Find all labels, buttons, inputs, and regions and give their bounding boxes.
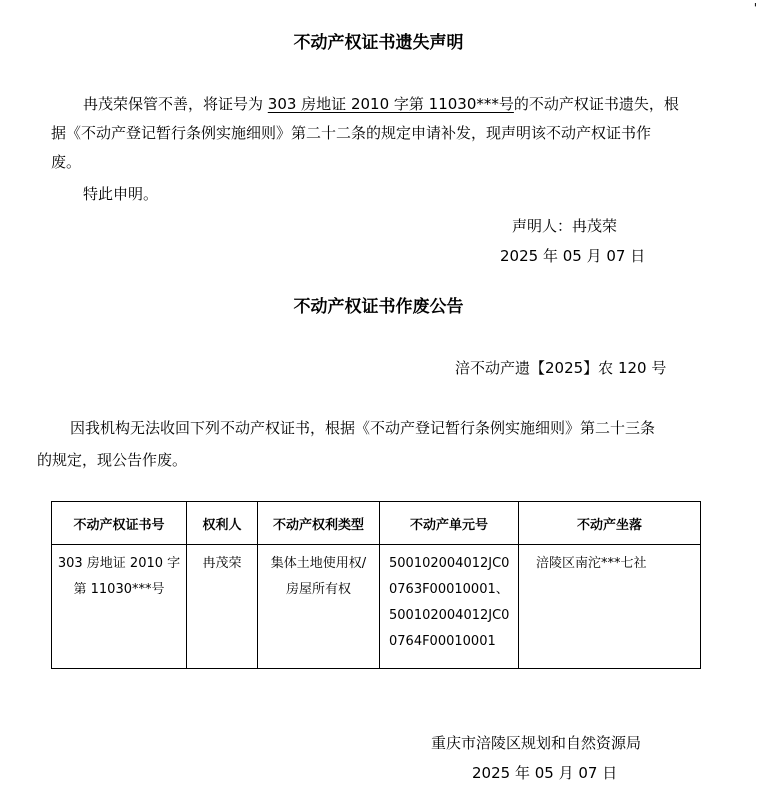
cell-unit-number-line: 500102004012JC0 — [389, 608, 510, 623]
cell-unit-number-line: 0764F00010001 — [389, 634, 496, 649]
corner-mark: ' — [753, 1, 757, 15]
document-number: 涪不动产遗【2025】农 120 号 — [455, 359, 667, 377]
declarant: 声明人：冉茂荣 — [512, 217, 618, 235]
cell-location — [519, 545, 701, 669]
cell-right-type-line: 房屋所有权 — [285, 582, 351, 597]
cell-owner-text: 冉茂荣 — [202, 556, 242, 571]
announcement-date: 2025 年 05 月 07 日 — [472, 764, 618, 782]
header-right-type: 不动产权利类型 — [258, 502, 380, 545]
header-owner: 权利人 — [187, 502, 258, 545]
declaration-line-1 — [83, 90, 679, 118]
table-row — [52, 545, 701, 669]
header-location: 不动产坐落 — [519, 502, 701, 545]
declaration-closing: 特此申明。 — [83, 185, 159, 203]
announcement-body-line-1: 因我机构无法收回下列不动产权证书，根据《不动产登记暂行条例实施细则》第二十三条 — [70, 419, 656, 437]
cell-unit-number — [380, 545, 519, 669]
cell-unit-number-line: 500102004012JC0 — [389, 556, 510, 571]
cell-cert-number-line: 303 房地证 2010 字 — [57, 556, 181, 571]
announcement-title: 不动产权证书作废公告 — [293, 297, 464, 317]
certificate-number: 303 房地证 2010 字第 11030***号 — [267, 95, 514, 113]
cell-location-text: 涪陵区南沱***七社 — [536, 556, 647, 571]
header-unit-number: 不动产单元号 — [380, 502, 519, 545]
issuer: 重庆市涪陵区规划和自然资源局 — [431, 734, 642, 752]
declaration-line-2: 据《不动产登记暂行条例实施细则》第二十二条的规定申请补发，现声明该不动产权证书作 — [51, 124, 652, 142]
cell-right-type-line: 集体土地使用权/ — [270, 556, 367, 571]
table-header-row — [52, 502, 701, 545]
announcement-body-line-2: 的规定，现公告作废。 — [37, 451, 188, 469]
declaration-title: 不动产权证书遗失声明 — [293, 33, 464, 53]
cell-cert-number-line: 第 11030***号 — [73, 582, 165, 597]
declaration-line-1-suffix: 的不动产权证书遗失，根 — [513, 95, 679, 113]
declaration-line-1-prefix: 冉茂荣保管不善，将证号为 — [83, 95, 268, 113]
cell-cert-number — [52, 545, 187, 669]
declaration-date: 2025 年 05 月 07 日 — [500, 247, 646, 265]
cell-unit-number-line: 0763F00010001、 — [389, 582, 509, 597]
cell-right-type — [258, 545, 380, 669]
certificate-table — [51, 501, 701, 669]
header-cert-number: 不动产权证书号 — [52, 502, 187, 545]
cell-owner — [187, 545, 258, 669]
declaration-line-3: 废。 — [51, 153, 82, 171]
